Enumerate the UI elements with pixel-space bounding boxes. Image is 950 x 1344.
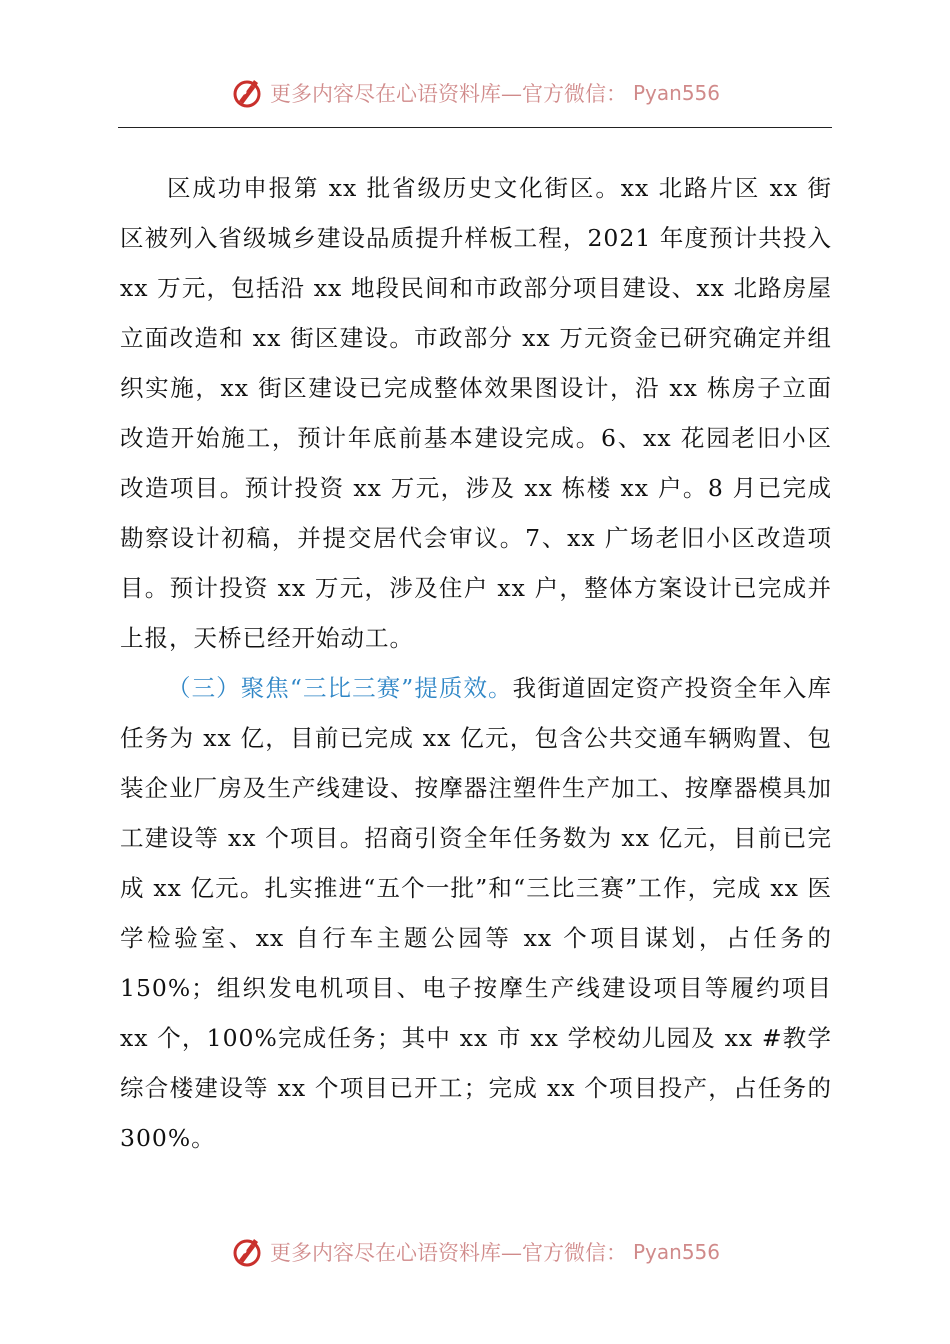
brand-logo-icon xyxy=(230,76,264,110)
body-paragraph-2-text: 我街道固定资产投资全年入库任务为 xx 亿，目前已完成 xx 亿元，包含公共交通车辆购置、包装企业厂房及生产线建设、按摩器注塑件生产加工、按摩器模具加工建设等 xx 个项目。招商引资全年任务数为 xx 亿元，目前已完成 xx 亿元。扎实推进“五个一批”和“三比三赛”工作，完成 xx 医学检验室、xx 自行车主题公园等 xx 个项目谋划，占任务的 150%；组织发电机项目、电子按摩生产线建设项目等履约项目 xx 个，100%完成任务；其中 xx 市 xx 学校幼儿园及 xx #教学综合楼建设等 xx 个项目已开工；完成 xx 个项目投产，占任务的 300%。 xyxy=(120,674,833,1152)
document-body xyxy=(120,163,832,1163)
body-paragraph-2 xyxy=(120,663,832,1163)
brand-logo-icon xyxy=(230,1235,264,1269)
header-watermark-text: 更多内容尽在心语资料库—官方微信： xyxy=(269,82,627,106)
footer-watermark-text: 更多内容尽在心语资料库—官方微信： xyxy=(269,1241,627,1265)
header-watermark-handle: Pyan556 xyxy=(632,81,720,105)
body-paragraph-1: 区成功申报第 xx 批省级历史文化街区。xx 北路片区 xx 街区被列入省级城乡建设品质提升样板工程，2021 年度预计共投入 xx 万元，包括沿 xx 地段民间和市政部分项目建设、xx 北路房屋立面改造和 xx 街区建设。市政部分 xx 万元资金已研究确定并组织实施，xx 街区建设已完成整体效果图设计，沿 xx 栋房子立面改造开始施工，预计年底前基本建设完成。6、xx 花园老旧小区改造项目。预计投资 xx 万元，涉及 xx 栋楼 xx 户。8 月已完成勘察设计初稿，并提交居代会审议。7、xx 广场老旧小区改造项目。预计投资 xx 万元，涉及住户 xx 户，整体方案设计已完成并上报，天桥已经开始动工。 xyxy=(120,174,832,652)
footer-watermark xyxy=(0,1230,950,1274)
footer-watermark-handle: Pyan556 xyxy=(632,1240,720,1264)
header-divider xyxy=(118,127,832,128)
section-heading: （三）聚焦“三比三赛”提质效。 xyxy=(167,674,513,702)
header-watermark xyxy=(0,71,950,115)
